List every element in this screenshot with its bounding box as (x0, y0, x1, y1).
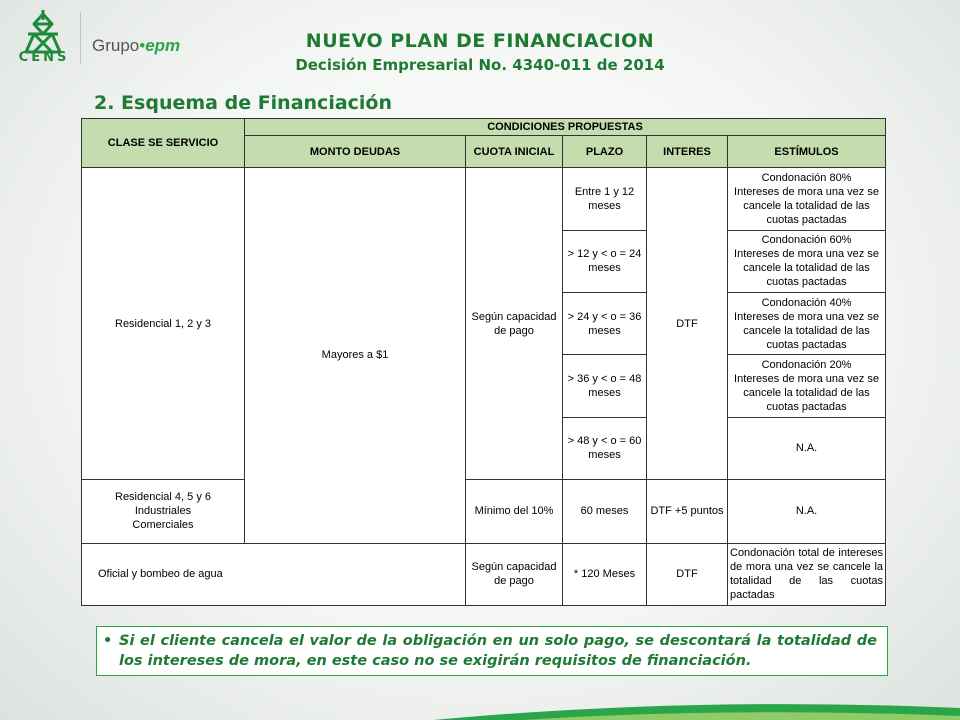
cell-plazo-5: > 48 y < o = 60 meses (563, 417, 647, 479)
cell-clase-res456 (82, 480, 245, 543)
cell-plazo-res456: 60 meses (563, 480, 647, 543)
section-heading: 2. Esquema de Financiación (94, 92, 393, 114)
cell-estimulo-oficial: Condonación total de intereses de mora una vez se cancele la totalidad de las cuotas pactadas (728, 543, 886, 605)
cell-estimulo-2 (728, 230, 886, 292)
logo-separator (80, 12, 81, 64)
cell-interes-oficial: DTF (647, 543, 728, 605)
cell-estimulo-3 (728, 293, 886, 355)
epm-text: epm (145, 36, 181, 55)
grupo-text: Grupo (92, 36, 140, 55)
cell-monto: Mayores a $1 (245, 168, 466, 543)
cell-cuota-oficial: Según capacidad de pago (466, 543, 563, 605)
estimulo-desc: Intereses de mora una vez se cancele la totalidad de las cuotas pactadas (734, 373, 879, 414)
cell-plazo-2: > 12 y < o = 24 meses (563, 230, 647, 292)
table-row (82, 168, 886, 230)
estimulo-cond: Condonación 40% (761, 296, 852, 309)
header-clase: CLASE SE SERVICIO (82, 119, 245, 168)
header-monto: MONTO DEUDAS (245, 136, 466, 168)
cell-clase-res123: Residencial 1, 2 y 3 (82, 168, 245, 480)
cell-estimulo-4 (728, 355, 886, 417)
estimulo-desc: Intereses de mora una vez se cancele la totalidad de las cuotas pactadas (734, 248, 879, 289)
header-plazo: PLAZO (563, 136, 647, 168)
note-text: Si el cliente cancela el valor de la obligación en un solo pago, se descontará la totalidad de los intereses de mora, en este caso no se exigirán requisitos de financiación. (119, 633, 877, 669)
cell-cuota-res456: Mínimo del 10% (466, 480, 563, 543)
page-subtitle: Decisión Empresarial No. 4340-011 de 2014 (295, 56, 665, 74)
cens-logo-text: CENS (18, 50, 70, 65)
estimulo-desc: Intereses de mora una vez se cancele la totalidad de las cuotas pactadas (734, 185, 879, 226)
cell-estimulo-5: N.A. (728, 417, 886, 479)
cell-cuota-res123: Según capacidad de pago (466, 168, 563, 480)
table-row (82, 543, 886, 605)
estimulo-cond: Condonación 80% (761, 171, 852, 184)
clase-line: Comerciales (132, 519, 194, 532)
cell-plazo-1: Entre 1 y 12 meses (563, 168, 647, 230)
decorative-swoosh (340, 690, 960, 720)
header-condiciones: CONDICIONES PROPUESTAS (245, 119, 886, 136)
cell-interes-res456: DTF +5 puntos (647, 480, 728, 543)
header-interes: INTERES (647, 136, 728, 168)
estimulo-cond: Condonación 60% (761, 234, 852, 247)
cell-interes-res123: DTF (647, 168, 728, 480)
bullet-icon: • (103, 633, 113, 649)
clase-line: Industriales (134, 505, 192, 518)
cell-estimulo-res456: N.A. (728, 480, 886, 543)
header-cuota: CUOTA INICIAL (466, 136, 563, 168)
note-box (96, 626, 888, 676)
estimulo-desc: Intereses de mora una vez se cancele la totalidad de las cuotas pactadas (734, 310, 879, 351)
financing-table (81, 118, 886, 606)
clase-line: Residencial 4, 5 y 6 (115, 491, 211, 504)
cell-plazo-4: > 36 y < o = 48 meses (563, 355, 647, 417)
cell-estimulo-1 (728, 168, 886, 230)
estimulo-cond: Condonación 20% (761, 359, 852, 372)
clase-oficial-text: Oficial y bombeo de agua (98, 568, 223, 581)
cell-plazo-oficial: * 120 Meses (563, 543, 647, 605)
table-row (82, 480, 886, 543)
header-estimulos: ESTÍMULOS (728, 136, 886, 168)
cell-clase-oficial (82, 543, 466, 605)
page-title: NUEVO PLAN DE FINANCIACION (305, 30, 655, 52)
cell-plazo-3: > 24 y < o = 36 meses (563, 293, 647, 355)
grupo-epm-logo: Grupo•epm (92, 36, 181, 55)
